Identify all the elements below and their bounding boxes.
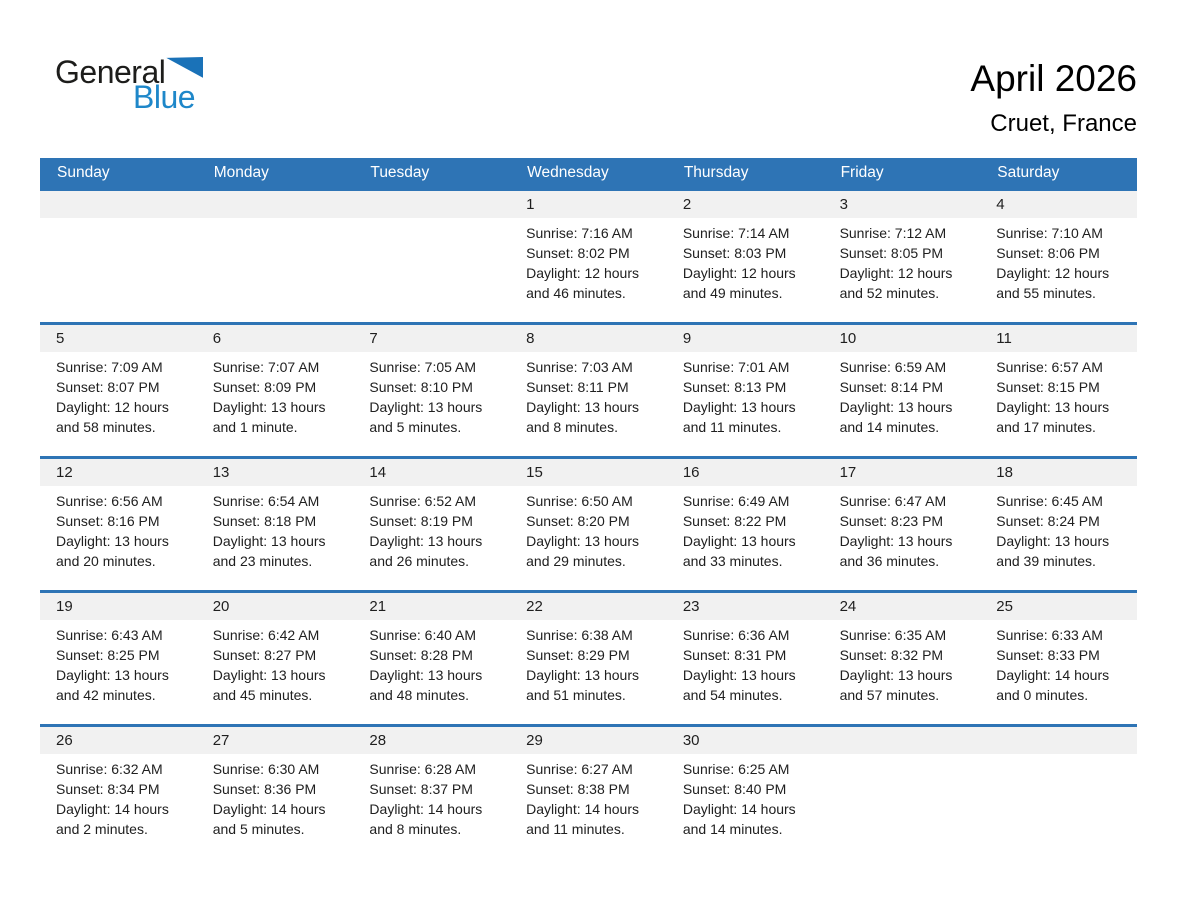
empty-day-cell — [824, 727, 981, 858]
day-detail-line: and 5 minutes. — [212, 821, 305, 837]
day-details — [667, 486, 824, 590]
day-detail-line: Daylight: 13 hours — [369, 667, 483, 683]
day-detail-line: Sunrise: 6:42 AM — [212, 627, 320, 643]
day-detail-line: Sunrise: 6:43 AM — [56, 627, 163, 643]
day-cell — [980, 593, 1137, 724]
day-detail-line: Daylight: 13 hours — [839, 399, 953, 415]
day-detail-line: Sunrise: 6:59 AM — [839, 359, 947, 375]
day-number: 20 — [197, 593, 354, 620]
day-details — [510, 486, 667, 590]
day-detail-line: Sunrise: 7:14 AM — [682, 225, 790, 241]
day-detail-line: Sunrise: 7:01 AM — [682, 359, 790, 375]
day-number: 13 — [197, 459, 354, 486]
day-detail-line: and 11 minutes. — [682, 419, 782, 435]
day-detail-line: Sunrise: 6:49 AM — [682, 493, 790, 509]
day-detail-line: Daylight: 13 hours — [526, 667, 639, 683]
day-detail-line: Sunset: 8:38 PM — [526, 781, 630, 797]
weekday-saturday: Saturday — [997, 164, 1060, 181]
day-cell — [667, 191, 824, 322]
day-detail-line: and 23 minutes. — [212, 553, 313, 569]
day-detail-line: Sunrise: 6:32 AM — [56, 761, 163, 777]
day-detail-line: and 29 minutes. — [526, 553, 626, 569]
calendar-weeks — [40, 188, 1137, 858]
day-detail-line: Sunset: 8:25 PM — [56, 647, 160, 663]
day-detail-line: Sunset: 8:29 PM — [526, 647, 630, 663]
day-detail-line: Sunset: 8:37 PM — [369, 781, 473, 797]
day-cell — [824, 191, 981, 322]
day-detail-line: Daylight: 12 hours — [56, 399, 169, 415]
day-detail-line: and 2 minutes. — [56, 821, 148, 837]
day-detail-line: Daylight: 13 hours — [682, 667, 796, 683]
day-number: 21 — [353, 593, 510, 620]
day-detail-line: Sunrise: 6:33 AM — [996, 627, 1103, 643]
week-row — [40, 456, 1137, 590]
day-detail-line: Sunset: 8:09 PM — [212, 379, 317, 395]
day-detail-line: and 1 minute. — [212, 419, 298, 435]
day-number: 17 — [824, 459, 981, 486]
day-detail-line: Sunset: 8:32 PM — [839, 647, 944, 663]
day-detail-line: and 8 minutes. — [369, 821, 462, 837]
day-details — [980, 486, 1137, 590]
day-detail-line: Daylight: 13 hours — [682, 399, 796, 415]
day-detail-line: Daylight: 14 hours — [682, 801, 796, 817]
day-details — [824, 218, 981, 322]
day-detail-line: Sunset: 8:11 PM — [526, 379, 629, 395]
day-detail-line: Sunset: 8:27 PM — [212, 647, 317, 663]
day-number: 24 — [824, 593, 981, 620]
day-number: 1 — [510, 191, 667, 218]
logo-triangle-icon — [166, 57, 203, 78]
day-number: 23 — [667, 593, 824, 620]
day-detail-line: Sunset: 8:13 PM — [682, 379, 787, 395]
day-detail-line: Sunset: 8:33 PM — [996, 647, 1100, 663]
day-detail-line: Daylight: 13 hours — [212, 399, 326, 415]
day-detail-line: Daylight: 13 hours — [996, 533, 1110, 549]
week-row — [40, 724, 1137, 858]
day-cell — [824, 593, 981, 724]
day-details — [980, 218, 1137, 322]
day-cell — [510, 325, 667, 456]
day-details — [824, 754, 981, 858]
day-detail-line: Sunset: 8:05 PM — [839, 245, 944, 261]
day-cell — [40, 593, 197, 724]
day-detail-line: and 33 minutes. — [682, 553, 783, 569]
day-cell — [667, 325, 824, 456]
day-detail-line: and 14 minutes. — [839, 419, 940, 435]
day-number: 15 — [510, 459, 667, 486]
day-details — [40, 620, 197, 724]
day-detail-line: and 39 minutes. — [996, 553, 1096, 569]
day-cell — [510, 593, 667, 724]
empty-day-cell — [40, 191, 197, 322]
day-detail-line: Daylight: 14 hours — [996, 667, 1110, 683]
day-number: 7 — [353, 325, 510, 352]
logo-text-blue: Blue — [133, 79, 196, 115]
day-detail-line: and 49 minutes. — [682, 285, 783, 301]
day-number: 25 — [980, 593, 1137, 620]
day-detail-line: Sunset: 8:20 PM — [526, 513, 630, 529]
day-details — [667, 754, 824, 858]
day-details — [667, 218, 824, 322]
day-detail-line: Sunrise: 7:12 AM — [839, 225, 947, 241]
empty-day-cell — [197, 191, 354, 322]
day-number — [40, 191, 197, 218]
day-detail-line: Daylight: 13 hours — [56, 667, 169, 683]
day-details — [980, 620, 1137, 724]
day-detail-line: Sunrise: 6:27 AM — [526, 761, 633, 777]
day-number: 3 — [824, 191, 981, 218]
weekday-wednesday: Wednesday — [527, 164, 609, 181]
empty-day-cell — [980, 727, 1137, 858]
day-detail-line: and 54 minutes. — [682, 687, 783, 703]
day-number: 11 — [980, 325, 1137, 352]
day-detail-line: Daylight: 14 hours — [212, 801, 326, 817]
day-detail-line: and 48 minutes. — [369, 687, 470, 703]
day-details — [197, 218, 354, 322]
day-cell — [40, 459, 197, 590]
day-details — [197, 486, 354, 590]
page-subtitle: Cruet, France — [990, 109, 1137, 137]
day-cell — [824, 325, 981, 456]
day-detail-line: Sunrise: 6:25 AM — [682, 761, 790, 777]
day-detail-line: and 58 minutes. — [56, 419, 156, 435]
day-details — [40, 218, 197, 322]
day-number: 30 — [667, 727, 824, 754]
day-details — [353, 620, 510, 724]
day-number: 16 — [667, 459, 824, 486]
day-number: 8 — [510, 325, 667, 352]
day-detail-line: Sunset: 8:03 PM — [682, 245, 787, 261]
day-details — [197, 620, 354, 724]
day-cell — [353, 727, 510, 858]
day-cell — [353, 459, 510, 590]
day-details — [667, 352, 824, 456]
day-detail-line: Sunset: 8:34 PM — [56, 781, 160, 797]
day-details — [824, 486, 981, 590]
day-detail-line: Sunrise: 6:45 AM — [996, 493, 1103, 509]
day-detail-line: Sunrise: 6:38 AM — [526, 627, 633, 643]
day-number: 18 — [980, 459, 1137, 486]
day-detail-line: Daylight: 12 hours — [526, 265, 639, 281]
page-title: April 2026 — [970, 58, 1137, 99]
weekday-tuesday: Tuesday — [370, 164, 430, 181]
weekday-friday: Friday — [840, 164, 884, 181]
day-detail-line: Daylight: 12 hours — [839, 265, 953, 281]
day-number — [980, 727, 1137, 754]
day-cell — [197, 459, 354, 590]
day-detail-line: Sunset: 8:23 PM — [839, 513, 944, 529]
weekday-thursday: Thursday — [683, 164, 749, 181]
day-number: 26 — [40, 727, 197, 754]
day-cell — [510, 191, 667, 322]
day-number: 9 — [667, 325, 824, 352]
day-detail-line: Sunset: 8:07 PM — [56, 379, 160, 395]
day-detail-line: and 26 minutes. — [369, 553, 470, 569]
day-detail-line: and 42 minutes. — [56, 687, 156, 703]
day-details — [824, 352, 981, 456]
day-detail-line: and 20 minutes. — [56, 553, 156, 569]
day-detail-line: and 8 minutes. — [526, 419, 618, 435]
day-number: 22 — [510, 593, 667, 620]
day-detail-line: and 36 minutes. — [839, 553, 940, 569]
weekday-header-row — [40, 158, 1137, 188]
day-detail-line: Sunset: 8:16 PM — [56, 513, 160, 529]
day-details — [353, 754, 510, 858]
title-block — [970, 58, 1137, 138]
day-detail-line: Sunrise: 6:36 AM — [682, 627, 790, 643]
day-details — [980, 754, 1137, 858]
day-detail-line: Sunset: 8:31 PM — [682, 647, 787, 663]
day-detail-line: Sunset: 8:10 PM — [369, 379, 473, 395]
day-number: 19 — [40, 593, 197, 620]
day-number: 27 — [197, 727, 354, 754]
day-number: 14 — [353, 459, 510, 486]
day-detail-line: Sunrise: 7:03 AM — [526, 359, 633, 375]
day-number — [824, 727, 981, 754]
day-cell — [197, 593, 354, 724]
day-details — [667, 620, 824, 724]
day-details — [40, 352, 197, 456]
day-detail-line: Daylight: 13 hours — [212, 667, 326, 683]
day-cell — [667, 727, 824, 858]
week-row — [40, 322, 1137, 456]
day-detail-line: Sunrise: 6:40 AM — [369, 627, 477, 643]
day-details — [40, 486, 197, 590]
day-cell — [510, 459, 667, 590]
day-detail-line: and 11 minutes. — [526, 821, 625, 837]
day-detail-line: Daylight: 14 hours — [369, 801, 483, 817]
day-details — [353, 486, 510, 590]
day-cell — [353, 593, 510, 724]
day-number — [197, 191, 354, 218]
day-number: 2 — [667, 191, 824, 218]
day-cell — [197, 727, 354, 858]
day-details — [197, 352, 354, 456]
day-detail-line: Sunset: 8:36 PM — [212, 781, 317, 797]
day-detail-line: Sunrise: 7:16 AM — [526, 225, 633, 241]
day-cell — [40, 325, 197, 456]
day-detail-line: Sunrise: 6:35 AM — [839, 627, 947, 643]
week-row — [40, 590, 1137, 724]
day-detail-line: Sunrise: 6:50 AM — [526, 493, 633, 509]
day-detail-line: Sunset: 8:02 PM — [526, 245, 630, 261]
calendar-table — [40, 158, 1137, 858]
day-detail-line: and 5 minutes. — [369, 419, 462, 435]
day-cell — [510, 727, 667, 858]
day-detail-line: Daylight: 14 hours — [526, 801, 639, 817]
day-detail-line: and 0 minutes. — [996, 687, 1089, 703]
day-detail-line: Daylight: 12 hours — [682, 265, 796, 281]
day-detail-line: Daylight: 12 hours — [996, 265, 1110, 281]
week-row — [40, 188, 1137, 322]
day-detail-line: Daylight: 13 hours — [369, 533, 483, 549]
logo-text-general: General — [55, 54, 166, 90]
day-detail-line: Sunrise: 6:56 AM — [56, 493, 163, 509]
day-detail-line: Sunset: 8:19 PM — [369, 513, 473, 529]
day-cell — [980, 325, 1137, 456]
day-detail-line: Sunset: 8:28 PM — [369, 647, 473, 663]
day-number: 4 — [980, 191, 1137, 218]
day-detail-line: and 45 minutes. — [212, 687, 313, 703]
day-detail-line: Daylight: 14 hours — [56, 801, 169, 817]
day-number: 10 — [824, 325, 981, 352]
day-detail-line: Daylight: 13 hours — [526, 399, 639, 415]
day-detail-line: Sunset: 8:14 PM — [839, 379, 944, 395]
day-detail-line: Sunrise: 7:10 AM — [996, 225, 1103, 241]
day-detail-line: Sunset: 8:40 PM — [682, 781, 787, 797]
day-detail-line: Daylight: 13 hours — [212, 533, 326, 549]
day-number: 28 — [353, 727, 510, 754]
day-detail-line: Sunset: 8:24 PM — [996, 513, 1100, 529]
weekday-sunday: Sunday — [57, 164, 110, 181]
day-cell — [980, 191, 1137, 322]
day-number — [353, 191, 510, 218]
day-detail-line: and 17 minutes. — [996, 419, 1096, 435]
day-detail-line: Daylight: 13 hours — [526, 533, 639, 549]
general-blue-logo — [55, 56, 203, 113]
day-detail-line: Sunrise: 6:52 AM — [369, 493, 477, 509]
day-details — [510, 754, 667, 858]
day-detail-line: Sunrise: 6:47 AM — [839, 493, 947, 509]
day-detail-line: and 46 minutes. — [526, 285, 626, 301]
day-cell — [667, 459, 824, 590]
day-detail-line: Daylight: 13 hours — [839, 533, 953, 549]
day-detail-line: and 52 minutes. — [839, 285, 940, 301]
day-details — [980, 352, 1137, 456]
day-details — [40, 754, 197, 858]
day-detail-line: Daylight: 13 hours — [839, 667, 953, 683]
day-cell — [353, 325, 510, 456]
day-detail-line: Sunset: 8:15 PM — [996, 379, 1100, 395]
day-number: 6 — [197, 325, 354, 352]
day-detail-line: Sunset: 8:18 PM — [212, 513, 317, 529]
day-details — [510, 218, 667, 322]
day-detail-line: and 55 minutes. — [996, 285, 1096, 301]
day-number: 5 — [40, 325, 197, 352]
day-detail-line: and 51 minutes. — [526, 687, 626, 703]
day-details — [197, 754, 354, 858]
day-cell — [980, 459, 1137, 590]
day-detail-line: Daylight: 13 hours — [996, 399, 1110, 415]
day-cell — [667, 593, 824, 724]
day-details — [510, 620, 667, 724]
day-cell — [40, 727, 197, 858]
weekday-monday: Monday — [213, 164, 269, 181]
day-cell — [824, 459, 981, 590]
day-detail-line: Sunrise: 6:57 AM — [996, 359, 1103, 375]
day-detail-line: Sunrise: 6:28 AM — [369, 761, 477, 777]
day-detail-line: Daylight: 13 hours — [56, 533, 169, 549]
day-number: 12 — [40, 459, 197, 486]
day-detail-line: Sunrise: 7:09 AM — [56, 359, 163, 375]
day-number: 29 — [510, 727, 667, 754]
day-cell — [197, 325, 354, 456]
day-detail-line: Sunset: 8:06 PM — [996, 245, 1100, 261]
day-details — [353, 218, 510, 322]
day-detail-line: Sunrise: 6:30 AM — [212, 761, 320, 777]
day-details — [824, 620, 981, 724]
day-detail-line: Sunset: 8:22 PM — [682, 513, 787, 529]
day-detail-line: Sunrise: 6:54 AM — [212, 493, 320, 509]
day-detail-line: Sunrise: 7:05 AM — [369, 359, 477, 375]
empty-day-cell — [353, 191, 510, 322]
day-detail-line: and 14 minutes. — [682, 821, 783, 837]
day-detail-line: and 57 minutes. — [839, 687, 940, 703]
day-detail-line: Sunrise: 7:07 AM — [212, 359, 320, 375]
day-details — [510, 352, 667, 456]
day-detail-line: Daylight: 13 hours — [682, 533, 796, 549]
day-details — [353, 352, 510, 456]
day-detail-line: Daylight: 13 hours — [369, 399, 483, 415]
